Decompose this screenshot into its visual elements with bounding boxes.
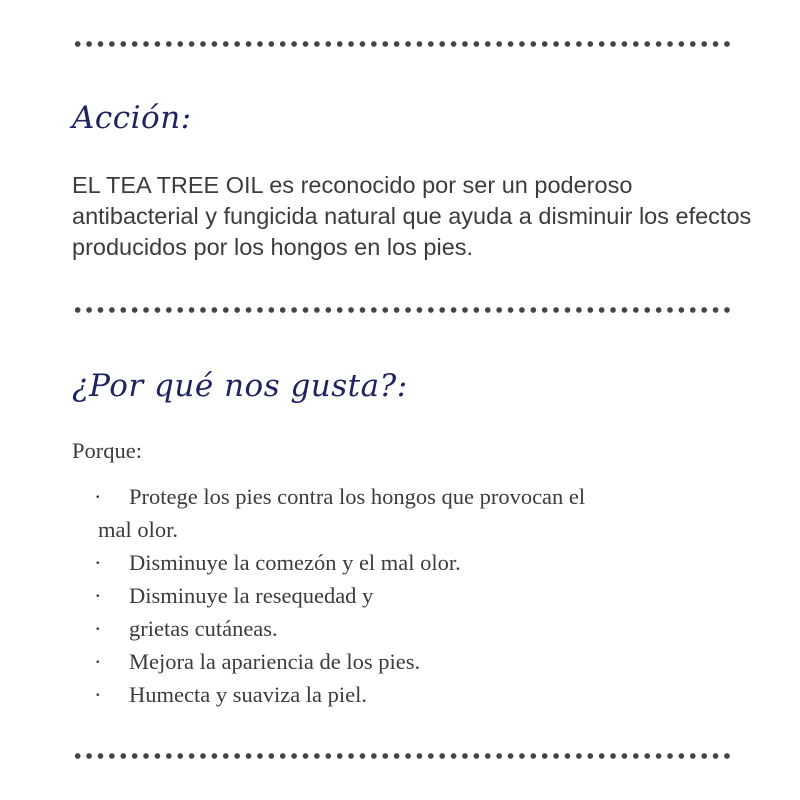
action-heading: Acción: [72, 100, 192, 136]
list-item [72, 645, 732, 678]
list-item-text: Humecta y suaviza la piel. [129, 682, 368, 707]
dotted-divider-top [72, 40, 730, 48]
list-item [72, 480, 732, 513]
list-item-text: Protege los pies contra los hongos que provocan el [129, 484, 586, 509]
list-item-text: Disminuye la resequedad y [129, 583, 374, 608]
why-we-like-it-heading: ¿Por qué nos gusta?: [72, 368, 408, 404]
bullet-icon: · [94, 616, 102, 641]
bullet-icon: · [94, 682, 102, 707]
dotted-divider-middle [72, 306, 730, 314]
list-item [72, 612, 732, 645]
list-item-text: Disminuye la comezón y el mal olor. [129, 550, 461, 575]
bullet-icon: · [94, 649, 102, 674]
benefits-list [72, 480, 732, 711]
list-item [72, 678, 732, 711]
bullet-icon: · [94, 583, 102, 608]
why-intro-text: Porque: [72, 438, 142, 463]
list-item [72, 546, 732, 579]
bullet-icon: · [94, 550, 102, 575]
list-item-continuation: mal olor. [98, 517, 178, 542]
list-item [72, 579, 732, 612]
action-description: EL TEA TREE OIL es reconocido por ser un poderoso antibacterial y fungicida natural que ayuda a disminuir los efectos producidos por los hongos en los pies. [72, 172, 752, 260]
dotted-divider-bottom [72, 752, 730, 760]
list-item-text: Mejora la apariencia de los pies. [129, 649, 421, 674]
bullet-icon: · [94, 484, 102, 509]
list-item-text: grietas cutáneas. [129, 616, 278, 641]
